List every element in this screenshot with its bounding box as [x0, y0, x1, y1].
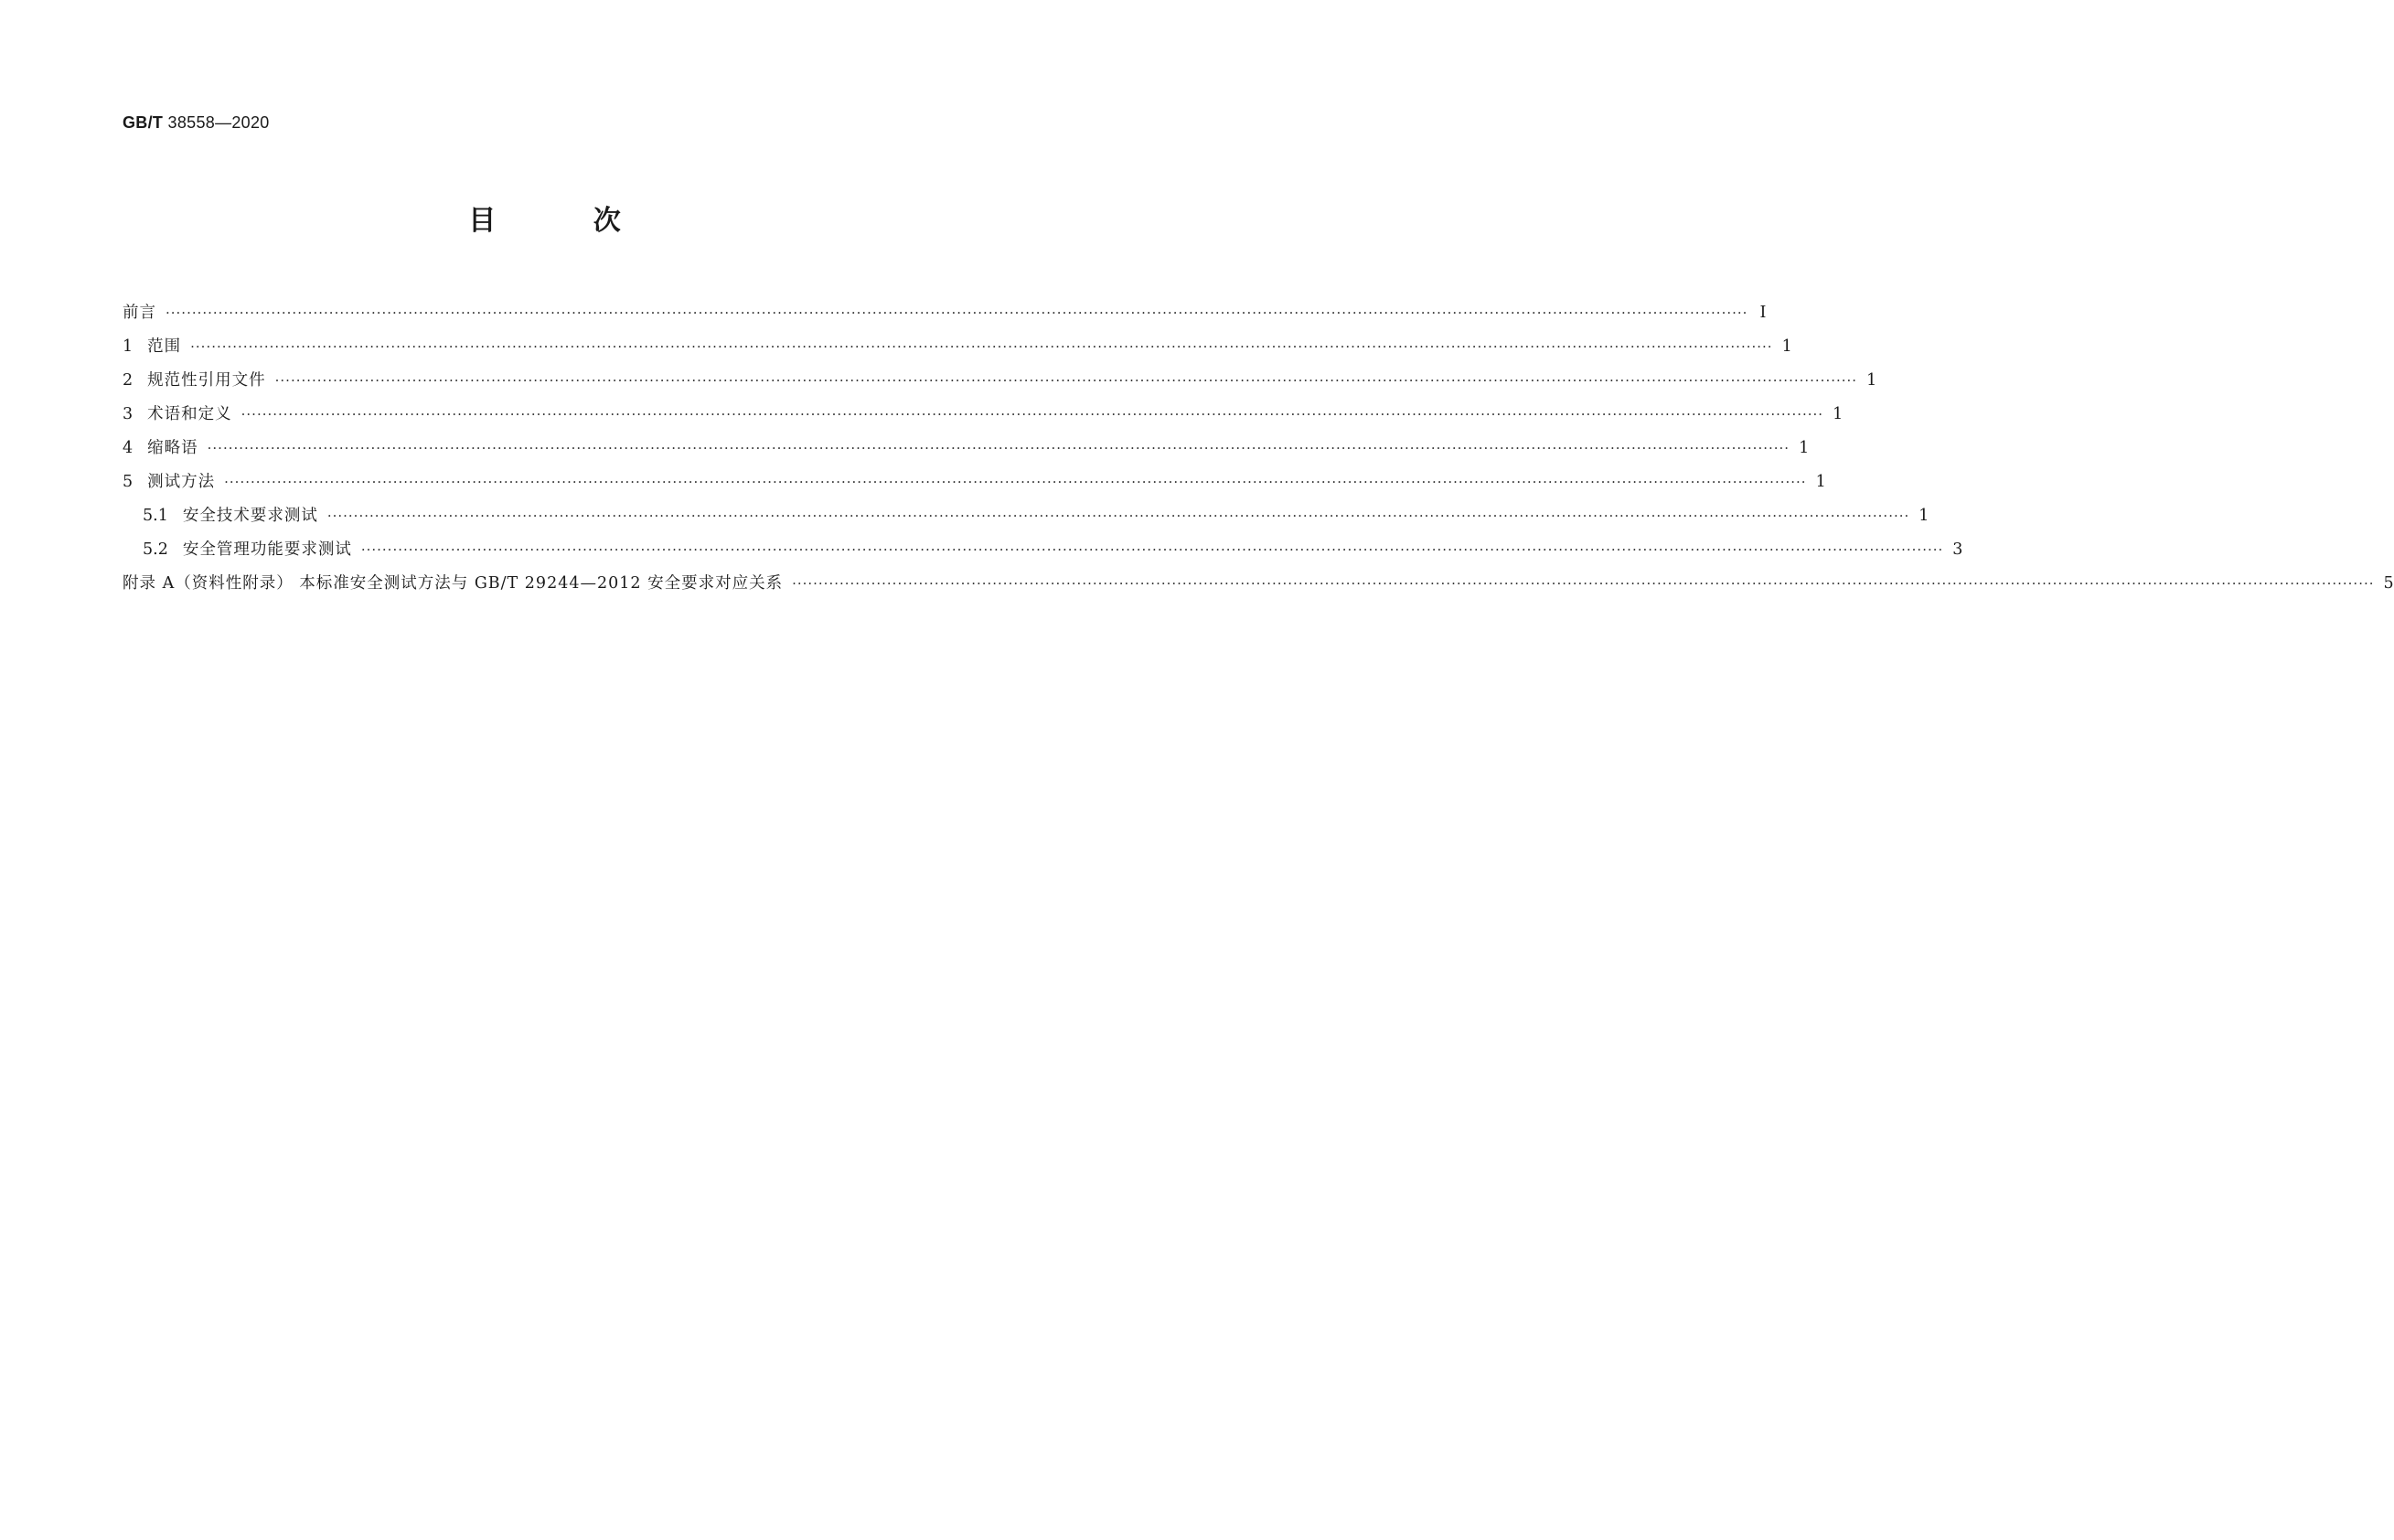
toc-entry-label: 缩略语 — [147, 439, 198, 457]
toc-entry-label: 前言 — [123, 304, 156, 322]
table-of-contents — [123, 296, 2394, 601]
toc-entry-terms-definitions[interactable] — [123, 398, 1844, 432]
page-title: 目 次 — [468, 205, 665, 237]
toc-entry-number: 2 — [123, 371, 134, 390]
dot-leader: ············································································································································································································································································································ — [166, 305, 1748, 321]
toc-entry-number: 5.2 — [143, 540, 168, 559]
dot-leader: ············································································································································································································································································································ — [792, 575, 2375, 592]
toc-entry-page: 1 — [1815, 473, 1826, 491]
toc-entry-test-methods[interactable] — [123, 465, 1826, 499]
toc-entry-number: 3 — [123, 405, 134, 423]
toc-entry-label: 安全管理功能要求测试 — [182, 540, 352, 559]
toc-entry-page: 3 — [1952, 540, 1963, 559]
toc-entry-label: 规范性引用文件 — [147, 371, 266, 390]
toc-entry-page: 5 — [2383, 574, 2394, 593]
dot-leader: ············································································································································································································································································································ — [190, 338, 1773, 355]
standard-prefix: GB/T — [123, 113, 164, 132]
toc-entry-label: 附录 A（资料性附录） 本标准安全测试方法与 GB/T 29244—2012 安全要求对应关系 — [123, 574, 784, 593]
toc-entry-label: 测试方法 — [147, 473, 216, 491]
dot-leader: ············································································································································································································································································································ — [224, 474, 1807, 490]
dot-leader: ············································································································································································································································································································ — [360, 541, 1944, 558]
toc-entry-scope[interactable] — [123, 330, 1792, 364]
toc-entry-annex-a[interactable] — [123, 567, 2394, 601]
toc-entry-page: 1 — [1781, 337, 1792, 356]
dot-leader: ············································································································································································································································································································ — [326, 508, 1910, 524]
standard-code — [123, 113, 270, 133]
toc-entry-number: 1 — [123, 337, 134, 356]
dot-leader: ············································································································································································································································································································ — [240, 406, 1824, 422]
toc-entry-page: 1 — [1866, 371, 1877, 390]
toc-entry-page: 1 — [1918, 507, 1929, 525]
toc-entry-label: 安全技术要求测试 — [182, 507, 318, 525]
toc-entry-page: Ⅰ — [1759, 304, 1767, 322]
toc-entry-security-mgmt-tests[interactable] — [123, 533, 1963, 567]
dot-leader: ············································································································································································································································································································ — [207, 440, 1790, 456]
toc-entry-label: 范围 — [147, 337, 182, 356]
toc-entry-label: 术语和定义 — [147, 405, 232, 423]
toc-entry-page: 1 — [1833, 405, 1844, 423]
toc-entry-page: 1 — [1799, 439, 1810, 457]
toc-entry-normative-references[interactable] — [123, 364, 1877, 398]
toc-entry-number: 4 — [123, 439, 134, 457]
toc-entry-number: 5 — [123, 473, 134, 491]
toc-entry-foreword[interactable] — [123, 296, 1767, 330]
toc-entry-number: 5.1 — [143, 507, 168, 525]
toc-entry-security-tech-tests[interactable] — [123, 499, 1929, 533]
toc-entry-abbreviations[interactable] — [123, 432, 1810, 465]
dot-leader: ············································································································································································································································································································ — [274, 372, 1858, 389]
standard-number: 38558—2020 — [167, 113, 270, 132]
